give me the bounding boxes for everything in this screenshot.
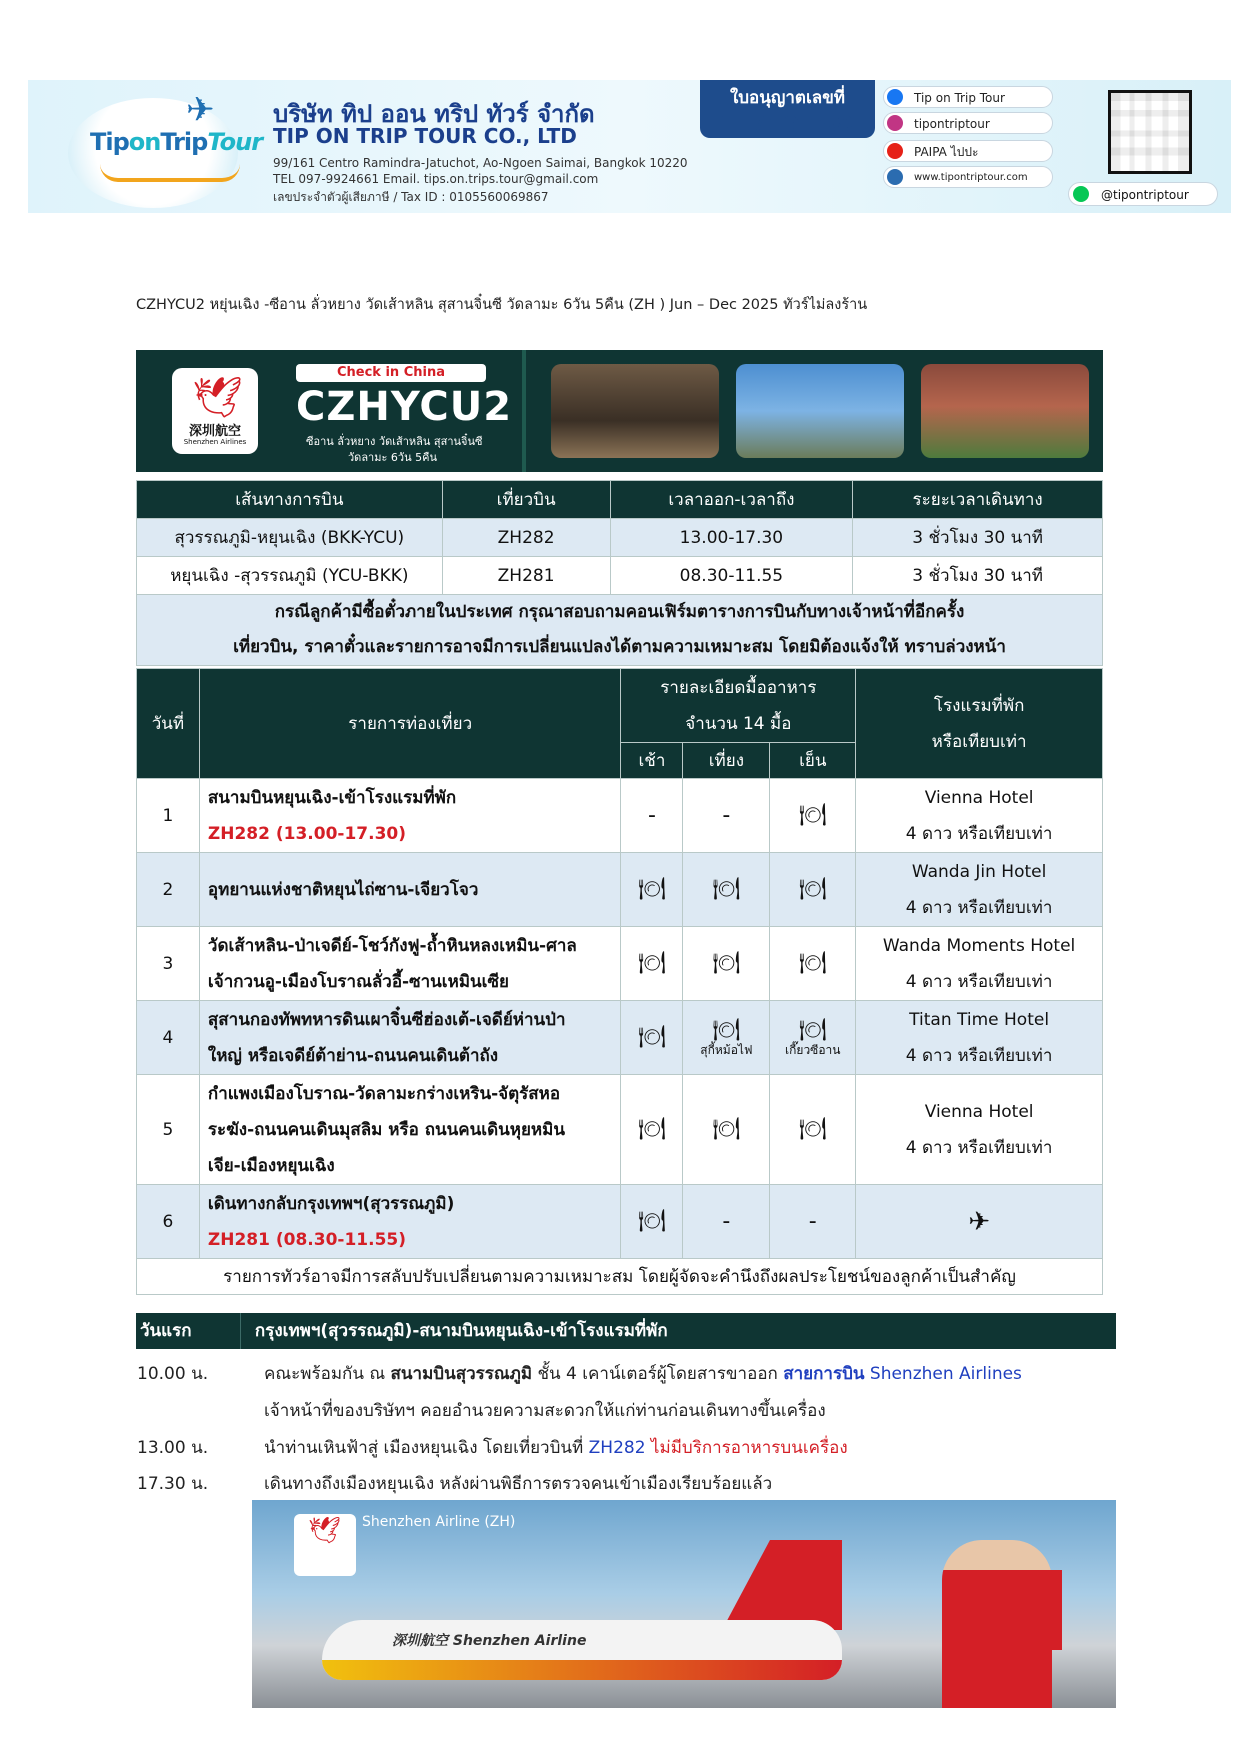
lunch-cell bbox=[683, 853, 770, 927]
meal-plate-icon: 🍽 bbox=[637, 1025, 666, 1050]
flight-row bbox=[137, 519, 1103, 557]
flight-route: หยุนเฉิง -สุวรรณภูมิ (YCU-BKK) bbox=[137, 557, 443, 595]
logo-word-trip: Trip bbox=[160, 128, 208, 156]
header-meals-line-2: จำนวน 14 มื้อ bbox=[685, 713, 792, 734]
flight-duration: 3 ชั่วโมง 30 นาที bbox=[853, 519, 1103, 557]
product-code: CZHYCU2 bbox=[296, 384, 513, 430]
para-1-airline-name: Shenzhen Airlines bbox=[864, 1364, 1022, 1384]
no-meal-dash: - bbox=[808, 1209, 817, 1234]
time-1000: 10.00 น. bbox=[137, 1364, 209, 1384]
document-title: CZHYCU2 หยุ่นเฉิง -ซีอาน ลั่วหยาง วัดเส้าหลิน สุสานจิ๋นซี วัดลามะ 6วัน 5คืน (ZH ) Jun – Dec 2025 ทัวร์ไม่ลงร้าน bbox=[136, 297, 868, 313]
license-label: ใบอนุญาตเลขที่ bbox=[729, 88, 846, 108]
airline-logo-small bbox=[294, 1514, 356, 1576]
lunch-cell bbox=[683, 1001, 770, 1075]
dinner-cell bbox=[770, 853, 856, 927]
flight-note bbox=[137, 595, 1103, 666]
flight-note-row bbox=[137, 595, 1103, 666]
hotel-cell bbox=[856, 1075, 1103, 1185]
dinner-cell bbox=[770, 1185, 856, 1259]
hotel-stars: 4 ดาว หรือเทียบเท่า bbox=[905, 897, 1053, 918]
program-description bbox=[199, 779, 621, 853]
facebook-link[interactable] bbox=[883, 86, 1053, 108]
itinerary-header-row bbox=[137, 669, 1103, 743]
dinner-cell bbox=[770, 1075, 856, 1185]
lunch-cell bbox=[683, 779, 770, 853]
day-number: 6 bbox=[137, 1185, 200, 1259]
breakfast-cell bbox=[621, 853, 683, 927]
program-description bbox=[199, 1075, 621, 1185]
shenzhen-bird-icon: 🕊 bbox=[308, 1516, 342, 1546]
shenzhen-bird-icon: 🕊 bbox=[192, 375, 243, 421]
logo-swoosh bbox=[100, 164, 240, 182]
meal-plate-icon: 🍽 bbox=[637, 1117, 666, 1142]
flight-row bbox=[137, 557, 1103, 595]
day-number: 1 bbox=[137, 779, 200, 853]
flight-number: ZH281 bbox=[442, 557, 610, 595]
meal-note: เกี๊ยวซีอาน bbox=[785, 1043, 841, 1057]
para-1-text-c: ชั้น 4 เคาน์เตอร์ผู้โดยสารขาออก bbox=[532, 1364, 784, 1384]
license-number: 11/10168 bbox=[718, 112, 855, 142]
photo-caption: Shenzhen Airline (ZH) bbox=[362, 1514, 516, 1530]
header-program: รายการท่องเที่ยว bbox=[199, 669, 621, 779]
program-line-2: ใหญ่ หรือเจดีย์ต้าย่าน-ถนนคนเดินต้าถัง bbox=[207, 1045, 499, 1066]
program-flight: ZH281 (08.30-11.55) bbox=[207, 1229, 407, 1250]
hotel-cell bbox=[856, 1001, 1103, 1075]
flight-header-flight: เที่ยวบิน bbox=[442, 481, 610, 519]
company-name-english: TIP ON TRIP TOUR CO., LTD bbox=[273, 124, 577, 148]
hotel-cell bbox=[856, 1185, 1103, 1259]
airline-logo bbox=[172, 368, 258, 454]
program-description bbox=[199, 1185, 621, 1259]
flight-table bbox=[136, 480, 1103, 666]
itinerary-row bbox=[137, 927, 1103, 1001]
day-1-para-2 bbox=[264, 1434, 848, 1461]
meal-plate-icon: 🍽 bbox=[712, 1117, 741, 1142]
meal-plate-icon: 🍽 bbox=[798, 877, 827, 902]
facebook-label: Tip on Trip Tour bbox=[914, 91, 1005, 105]
logo-word-tip: Tip bbox=[90, 128, 129, 156]
header-dinner: เย็น bbox=[770, 743, 856, 779]
program-description bbox=[199, 1001, 621, 1075]
breakfast-cell bbox=[621, 1185, 683, 1259]
flight-note-line-2: เที่ยวบิน, ราคาตั๋วและรายการอาจมีการเปลี่ยนแปลงได้ตามความเหมาะสม โดยมิต้องแจ้งให้ ทราบล่วงหน้า bbox=[233, 637, 1006, 657]
qr-code bbox=[1108, 90, 1192, 174]
airplane-icon: ✈ bbox=[186, 90, 215, 130]
product-subtitle-1: ซีอาน ลั่วหยาง วัดเส้าหลิน สุสานจิ๋นซี bbox=[306, 435, 483, 448]
program-line-3: เจีย-เมืองหยุนเฉิง bbox=[207, 1155, 335, 1176]
lunch-cell bbox=[683, 1075, 770, 1185]
header-breakfast: เช้า bbox=[621, 743, 683, 779]
logo-word-tour: Tour bbox=[207, 128, 263, 156]
hotel-name: Vienna Hotel bbox=[924, 787, 1034, 808]
plane-stripe bbox=[322, 1660, 842, 1680]
itinerary-footnote-row bbox=[137, 1259, 1103, 1295]
itinerary-row bbox=[137, 853, 1103, 927]
itinerary-body bbox=[137, 779, 1103, 1259]
flight-header-row bbox=[137, 481, 1103, 519]
company-tax-id: เลขประจำตัวผู้เสียภาษี / Tax ID : 0105560069867 bbox=[273, 190, 549, 204]
program-line-2: เจ้ากวนอู-เมืองโบราณลั่วอี้-ซานเหมินเซีย bbox=[207, 971, 509, 992]
lunch-cell bbox=[683, 1185, 770, 1259]
time-1730: 17.30 น. bbox=[137, 1474, 209, 1494]
statue-photo bbox=[736, 364, 904, 458]
airline-name-english: Shenzhen Airlines bbox=[183, 438, 247, 446]
hotel-name: Wanda Jin Hotel bbox=[911, 861, 1047, 882]
program-line-1: อุทยานแห่งชาติหยุนไถ่ซาน-เจียวโจว bbox=[207, 879, 479, 900]
para-2-no-meal: ไม่มีบริการอาหารบนเครื่อง bbox=[645, 1438, 848, 1458]
para-1-airline-label: สายการบิน bbox=[783, 1364, 865, 1384]
itinerary-row bbox=[137, 1185, 1103, 1259]
day-1-title: กรุงเทพฯ(สุวรรณภูมิ)-สนามบินหยุนเฉิง-เข้าโรงแรมที่พัก bbox=[254, 1321, 668, 1341]
flight-header-time: เวลาออก-เวลาถึง bbox=[610, 481, 853, 519]
flight-time: 13.00-17.30 bbox=[610, 519, 853, 557]
program-description bbox=[199, 927, 621, 1001]
hotel-stars: 4 ดาว หรือเทียบเท่า bbox=[905, 971, 1053, 992]
terracotta-warriors-photo bbox=[551, 364, 719, 458]
globe-icon bbox=[887, 169, 903, 185]
youtube-link[interactable] bbox=[883, 140, 1053, 162]
dinner-cell bbox=[770, 927, 856, 1001]
program-line-1: กำแพงเมืองโบราณ-วัดลามะกร่างเหริน-จัตุรัสหอ bbox=[207, 1083, 561, 1104]
checkin-badge: Check in China bbox=[296, 364, 486, 382]
hotel-name: Wanda Moments Hotel bbox=[882, 935, 1076, 956]
program-description bbox=[199, 853, 621, 927]
company-name-thai: บริษัท ทิป ออน ทริป ทัวร์ จำกัด bbox=[273, 100, 595, 128]
para-2-flight: ZH282 bbox=[588, 1438, 646, 1458]
no-meal-dash: - bbox=[722, 1209, 731, 1234]
day-1-para-1b: เจ้าหน้าที่ของบริษัทฯ คอยอำนวยความสะดวกให้แก่ท่านก่อนเดินทางขึ้นเครื่อง bbox=[264, 1401, 826, 1421]
breakfast-cell bbox=[621, 779, 683, 853]
program-line-1: สนามบินหยุนเฉิง-เข้าโรงแรมที่พัก bbox=[207, 787, 457, 808]
lunch-cell bbox=[683, 927, 770, 1001]
day-1-label: วันแรก bbox=[136, 1313, 241, 1349]
header-day: วันที่ bbox=[137, 669, 200, 779]
flight-duration: 3 ชั่วโมง 30 นาที bbox=[853, 557, 1103, 595]
hotel-name: Vienna Hotel bbox=[924, 1101, 1034, 1122]
youtube-icon bbox=[887, 143, 903, 159]
meal-plate-icon: 🍽 bbox=[637, 951, 666, 976]
day-number: 5 bbox=[137, 1075, 200, 1185]
day-1-heading bbox=[136, 1313, 1116, 1349]
breakfast-cell bbox=[621, 1075, 683, 1185]
itinerary-row bbox=[137, 779, 1103, 853]
meal-plate-icon: 🍽 bbox=[637, 877, 666, 902]
header-hotel-line-2: หรือเทียบเท่า bbox=[931, 731, 1027, 752]
line-link[interactable] bbox=[1068, 182, 1218, 206]
day-number: 4 bbox=[137, 1001, 200, 1075]
program-line-2: ระฆัง-ถนนคนเดินมุสลิม หรือ ถนนคนเดินหุยหมิน bbox=[207, 1119, 565, 1140]
itinerary-footnote: รายการทัวร์อาจมีการสลับปรับเปลี่ยนตามความเหมาะสม โดยผู้จัดจะคำนึงถึงผลประโยชน์ของลูกค้าเป็นสำคัญ bbox=[137, 1259, 1103, 1295]
day-number: 2 bbox=[137, 853, 200, 927]
dinner-cell bbox=[770, 1001, 856, 1075]
instagram-label: tipontriptour bbox=[914, 117, 990, 131]
meal-plate-icon: 🍽 bbox=[712, 1018, 741, 1043]
flight-note-line-1: กรณีลูกค้ามีซื้อตั๋วภายในประเทศ กรุณาสอบถามคอนเฟิร์มตารางการบินกับทางเจ้าหน้าที่อีกครั้ง bbox=[274, 602, 965, 622]
day-1-para-1 bbox=[264, 1360, 1022, 1387]
banner-divider bbox=[522, 350, 526, 472]
canyon-photo bbox=[921, 364, 1089, 458]
header-hotel-line-1: โรงแรมที่พัก bbox=[933, 695, 1025, 716]
hotel-name: ✈ bbox=[968, 1206, 990, 1237]
instagram-icon bbox=[887, 115, 903, 131]
airline-name-chinese: 深圳航空 bbox=[188, 424, 241, 439]
hotel-name: Titan Time Hotel bbox=[909, 1009, 1050, 1030]
flight-header-duration: ระยะเวลาเดินทาง bbox=[853, 481, 1103, 519]
para-2-text-a: นำท่านเหินฟ้าสู่ เมืองหยุนเฉิง โดยเที่ยวบินที่ bbox=[264, 1438, 589, 1458]
logo-word-on: on bbox=[128, 128, 161, 156]
header-meals bbox=[621, 669, 856, 743]
meal-plate-icon: 🍽 bbox=[712, 877, 741, 902]
program-line-1: วัดเส้าหลิน-ป่าเจดีย์-โชว์กังฟู-ถ้ำหินหลงเหมิน-ศาล bbox=[207, 935, 577, 956]
para-1-airport: สนามบินสุวรรณภูมิ bbox=[390, 1364, 533, 1384]
meal-plate-icon: 🍽 bbox=[798, 1018, 827, 1043]
meal-note: สุกี้หม้อไฟ bbox=[700, 1043, 753, 1057]
itinerary-row bbox=[137, 1075, 1103, 1185]
flight-route: สุวรรณภูมิ-หยุนเฉิง (BKK-YCU) bbox=[137, 519, 443, 557]
program-line-1: สุสานกองทัพทหารดินเผาจิ๋นซีฮ่องเต้-เจดีย์ห่านป่า bbox=[207, 1009, 566, 1030]
flight-attendant bbox=[942, 1540, 1052, 1708]
product-subtitle-2: วัดลามะ 6วัน 5คืน bbox=[348, 451, 437, 464]
hotel-stars: 4 ดาว หรือเทียบเท่า bbox=[905, 1045, 1053, 1066]
line-icon bbox=[1073, 186, 1089, 202]
program-line-1: เดินทางกลับกรุงเทพฯ(สุวรรณภูมิ) bbox=[207, 1193, 455, 1214]
company-contact: TEL 097-9924661 Email. tips.on.trips.tour@gmail.com bbox=[273, 172, 599, 186]
facebook-icon bbox=[887, 89, 903, 105]
meal-plate-icon: 🍽 bbox=[637, 1209, 666, 1234]
plane-livery-text: 深圳航空 Shenzhen Airline bbox=[392, 1633, 587, 1649]
day-number: 3 bbox=[137, 927, 200, 1001]
company-header-banner bbox=[28, 80, 1231, 213]
website-link[interactable] bbox=[883, 166, 1053, 188]
plane-tail bbox=[722, 1540, 842, 1630]
hotel-cell bbox=[856, 853, 1103, 927]
para-1-text-a: คณะพร้อมกัน ณ bbox=[264, 1364, 391, 1384]
line-label: @tipontriptour bbox=[1101, 188, 1189, 202]
hotel-cell bbox=[856, 927, 1103, 1001]
header-lunch: เที่ยง bbox=[683, 743, 770, 779]
breakfast-cell bbox=[621, 1001, 683, 1075]
flight-time: 08.30-11.55 bbox=[610, 557, 853, 595]
flight-number: ZH282 bbox=[442, 519, 610, 557]
hotel-cell bbox=[856, 779, 1103, 853]
header-hotel bbox=[856, 669, 1103, 779]
youtube-label: PAIPA ไปปะ bbox=[914, 145, 979, 159]
dinner-cell bbox=[770, 779, 856, 853]
meal-plate-icon: 🍽 bbox=[798, 951, 827, 976]
itinerary-table bbox=[136, 668, 1103, 1295]
itinerary-row bbox=[137, 1001, 1103, 1075]
meal-plate-icon: 🍽 bbox=[798, 803, 827, 828]
meal-plate-icon: 🍽 bbox=[712, 951, 741, 976]
website-label: www.tipontriptour.com bbox=[914, 172, 1028, 183]
product-banner bbox=[136, 350, 1103, 472]
flight-header-route: เส้นทางการบิน bbox=[137, 481, 443, 519]
no-meal-dash: - bbox=[722, 803, 731, 828]
hotel-stars: 4 ดาว หรือเทียบเท่า bbox=[905, 823, 1053, 844]
instagram-link[interactable] bbox=[883, 112, 1053, 134]
header-meals-line-1: รายละเอียดมื้ออาหาร bbox=[660, 677, 817, 698]
company-address: 99/161 Centro Ramindra-Jatuchot, Ao-Ngoen Saimai, Bangkok 10220 bbox=[273, 156, 688, 170]
breakfast-cell bbox=[621, 927, 683, 1001]
no-meal-dash: - bbox=[647, 803, 656, 828]
shenzhen-airline-photo bbox=[252, 1500, 1116, 1708]
logo-wordmark bbox=[90, 128, 262, 156]
time-1300: 13.00 น. bbox=[137, 1438, 209, 1458]
hotel-stars: 4 ดาว หรือเทียบเท่า bbox=[905, 1137, 1053, 1158]
program-flight: ZH282 (13.00-17.30) bbox=[207, 823, 407, 844]
day-1-para-3: เดินทางถึงเมืองหยุนเฉิง หลังผ่านพิธีการตรวจคนเข้าเมืองเรียบร้อยแล้ว bbox=[264, 1474, 773, 1494]
meal-plate-icon: 🍽 bbox=[798, 1117, 827, 1142]
